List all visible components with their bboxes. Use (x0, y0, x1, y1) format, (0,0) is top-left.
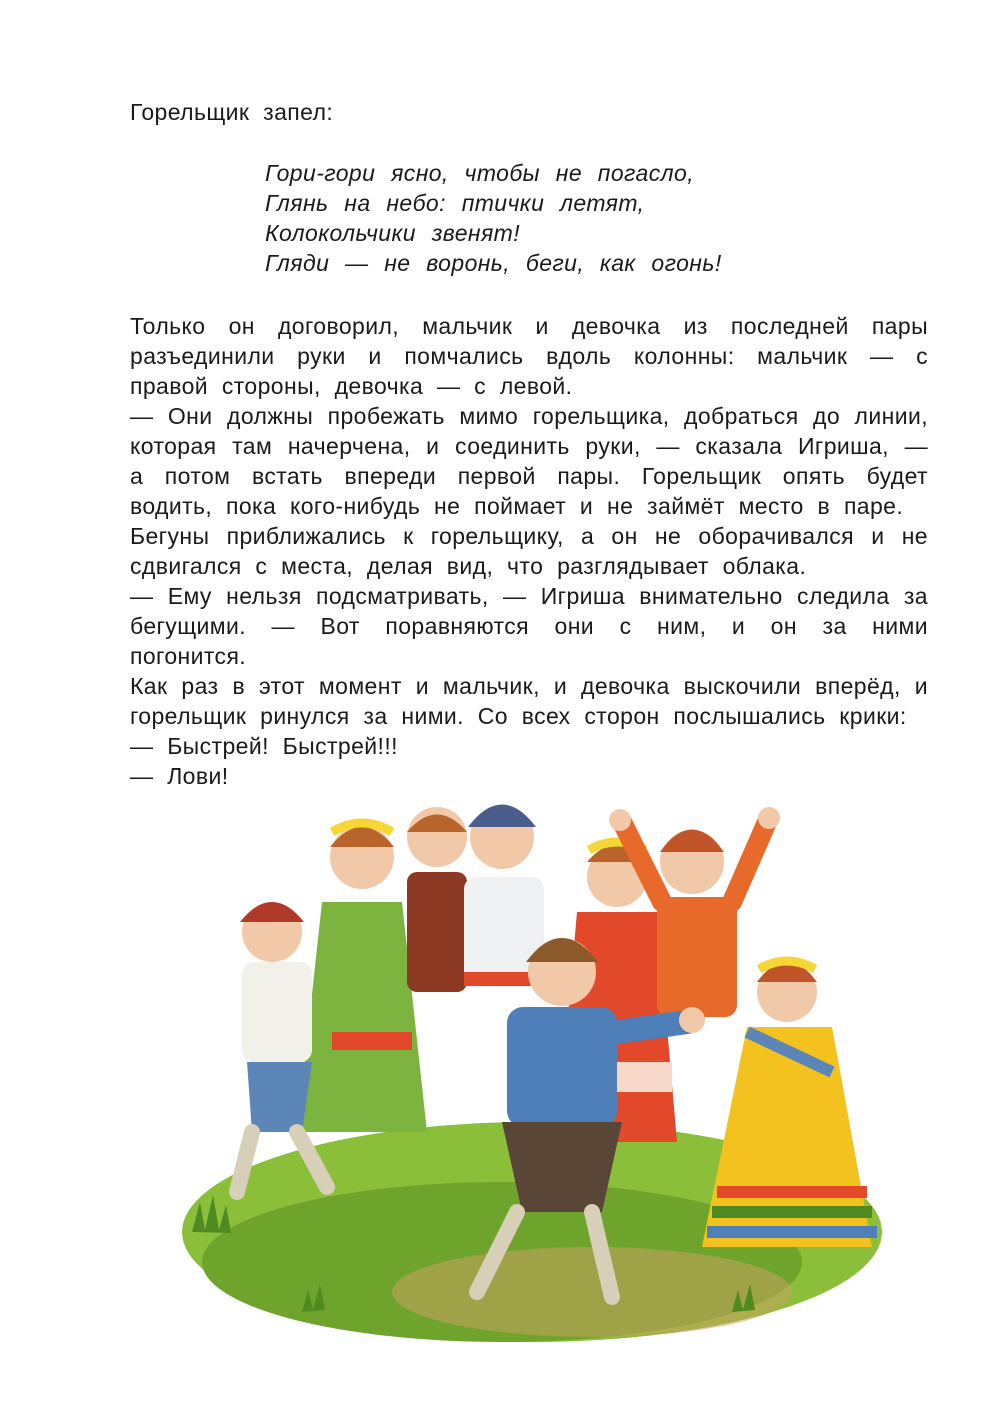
paragraph-4: — Ему нельзя подсматривать, — Игриша внимательно следила за бегущими. — Вот поравняются они с ним, и он за ними погонится. (130, 583, 928, 669)
paragraph-2: — Они должны пробежать мимо горельщика, добраться до линии, которая там начерчена, и соединить руки, — сказала Игриша, — а потом встать впереди первой пары. Горельщик опять будет водить, пока кого-нибудь не поймает и не займёт место в паре. (130, 403, 928, 519)
intro-line: Горельщик запел: (130, 99, 334, 125)
paragraph-6: — Быстрей! Быстрей!!! (130, 733, 398, 759)
child-brown-shirt (407, 807, 467, 992)
paragraph-3: Бегуны приближались к горельщику, а он не оборачивался и не сдвигался с места, делая вид, что разглядывает облака. (130, 523, 928, 579)
verse-line-2: Глянь на небо: птички летят, (265, 190, 645, 216)
verse-line-4: Гляди — не воронь, беги, как огонь! (265, 250, 722, 276)
paragraph-7: — Лови! (130, 763, 229, 789)
story-text (130, 311, 928, 791)
song-verse (265, 158, 722, 278)
paragraph-5: Как раз в этот момент и мальчик, и девочка выскочили вперёд, и горельщик ринулся за ними. Со всех сторон послышались крики: (130, 673, 928, 729)
verse-line-1: Гори-гори ясно, чтобы не погасло, (265, 160, 694, 186)
verse-line-3: Колокольчики звенят! (265, 220, 520, 246)
children-dancing-illustration (172, 792, 882, 1352)
paragraph-1: Только он договорил, мальчик и девочка из последней пары разъединили руки и помчались вдоль колонны: мальчик — с правой стороны, девочка — с левой. (130, 313, 928, 399)
